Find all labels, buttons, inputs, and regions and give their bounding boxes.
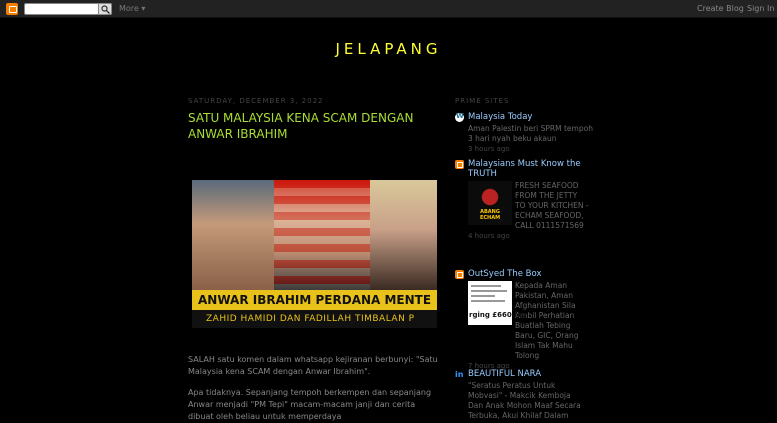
blogger-icon bbox=[455, 160, 464, 169]
post-title[interactable]: SATU MALAYSIA KENA SCAM DENGAN ANWAR IBRAHIM bbox=[188, 111, 414, 141]
thumbnail-text: rging £660 fee bbox=[469, 311, 527, 319]
feed-item bbox=[455, 369, 595, 421]
sidebar-heading: PRIME SITES bbox=[455, 97, 510, 105]
feed-title-link[interactable]: Malaysia Today bbox=[468, 112, 533, 122]
post-paragraph: SALAH satu komen dalam whatsapp kejiranan berbunyi: "Satu Malaysia kena SCAM dengan Anwar Ibrahim". bbox=[188, 355, 438, 376]
feed-timestamp: 3 hours ago bbox=[468, 145, 510, 153]
search-button[interactable] bbox=[98, 3, 112, 15]
post-image[interactable] bbox=[192, 180, 437, 328]
feed-timestamp: 7 hours ago bbox=[468, 362, 510, 370]
feed-snippet-link[interactable]: FRESH SEAFOOD FROM THE JETTY TO YOUR KITCHEN - ECHAM SEAFOOD, CALL 0111571569 bbox=[515, 181, 589, 230]
search-icon bbox=[101, 5, 110, 14]
feed-thumbnail[interactable] bbox=[468, 181, 512, 225]
image-sub-banner-text: ZAHID HAMIDI DAN FADILLAH TIMBALAN P bbox=[206, 314, 415, 324]
post-date: SATURDAY, DECEMBER 3, 2022 bbox=[188, 97, 324, 105]
flag-background bbox=[274, 180, 370, 290]
blog-title[interactable]: JELAPANG bbox=[335, 40, 442, 58]
image-banner-text: ANWAR IBRAHIM PERDANA MENTE bbox=[198, 293, 432, 307]
feed-title-link[interactable]: OutSyed The Box bbox=[468, 269, 542, 279]
blogger-icon bbox=[455, 270, 464, 279]
thumbnail-logo-text: ABANG ECHAM bbox=[479, 209, 501, 221]
sign-in-link[interactable]: Sign In bbox=[747, 4, 775, 13]
blogger-logo-icon[interactable] bbox=[6, 3, 18, 15]
feed-timestamp: 4 hours ago bbox=[468, 232, 510, 240]
feed-thumbnail[interactable] bbox=[468, 281, 527, 325]
linkedin-icon: in bbox=[455, 370, 464, 379]
feed-title-link[interactable]: BEAUTIFUL NARA bbox=[468, 369, 542, 379]
crab-logo-icon bbox=[476, 187, 504, 207]
post-body bbox=[188, 354, 438, 423]
photo-person-right bbox=[370, 180, 437, 290]
feed-item bbox=[455, 112, 595, 154]
feed-snippet-link[interactable]: Aman Palestin beri SPRM tempoh 3 hari nyah beku akaun bbox=[468, 124, 593, 143]
wordpress-icon bbox=[455, 113, 464, 122]
blogger-navbar bbox=[0, 0, 777, 18]
create-blog-link[interactable]: Create Blog bbox=[697, 4, 744, 13]
feed-snippet-link[interactable]: "Seratus Peratus Untuk Mobvasi" - Makcik Kemboja Dan Anak Mohon Maaf Secara Terbuka, Akui Khilaf Dalam bbox=[468, 381, 581, 420]
more-menu[interactable]: More ▾ bbox=[119, 4, 146, 13]
photo-person-left bbox=[192, 180, 274, 290]
post-paragraph: Apa tidaknya. Sepanjang tempoh berkempen dan sepanjang Anwar menjadi "PM Tepi" macam-macam janji dan cerita dibuat oleh beliau untuk memperdaya bbox=[188, 388, 432, 421]
feed-title-link[interactable]: Malaysians Must Know the TRUTH bbox=[468, 159, 581, 179]
feed-snippet-link[interactable]: Kepada Aman Pakistan, Aman Afghanistan Sila Ambil Perhatian Buatlah Tebing Baru, GIC, Orang Islam Tak Mahu Tolong bbox=[515, 281, 579, 360]
